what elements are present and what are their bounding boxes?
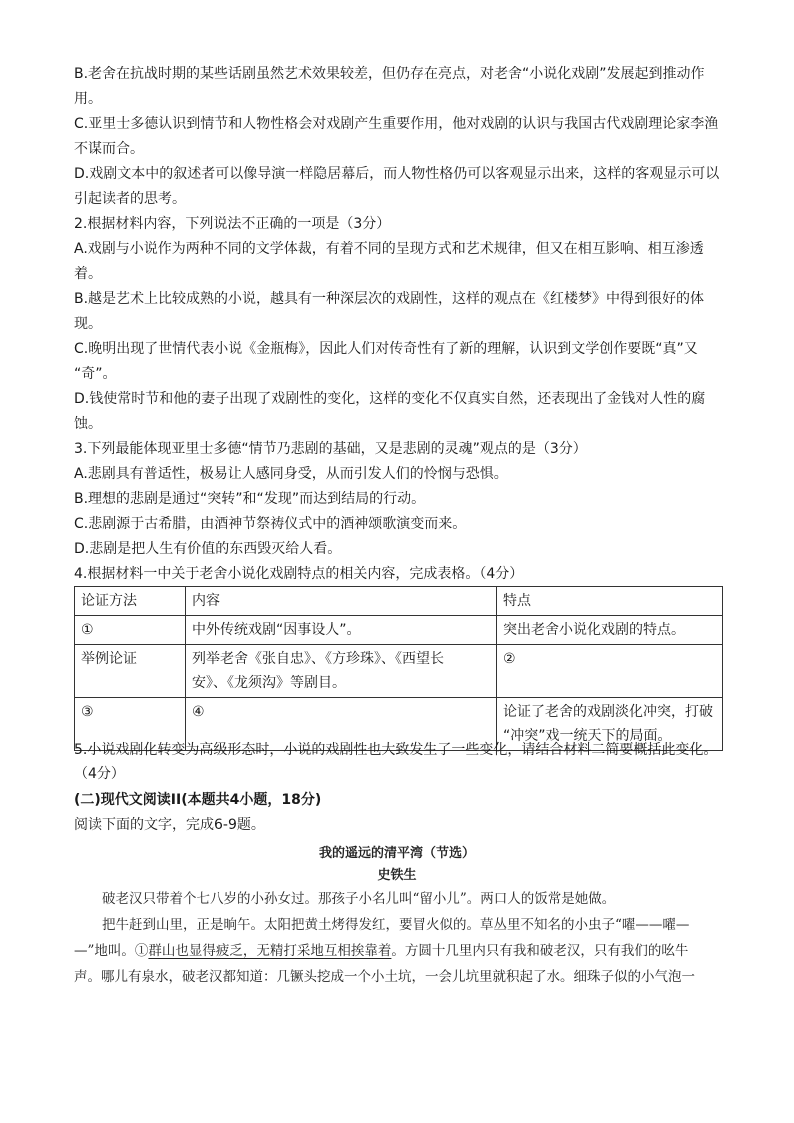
q2-option-c-line-1: C.晚明出现了世情代表小说《金瓶梅》，因此人们对传奇性有了新的理解，认识到文学创作要既“真”又 (74, 341, 698, 357)
section-heading: (二)现代文阅读II(本题共4小题，18分) (74, 792, 322, 808)
table-cell: ④ (186, 698, 497, 751)
q2-option-b-line-2: 现。 (74, 316, 102, 332)
question-2-stem: 2.根据材料内容，下列说法不正确的一项是（3分） (74, 216, 391, 232)
option-b-line-2: 用。 (74, 91, 102, 107)
option-d-line-2: 引起读者的思考。 (74, 191, 186, 207)
table-cell-line: 安》、《龙须沟》等剧目。 (192, 675, 346, 691)
q2-option-b-line-1: B.越是艺术上比较成熟的小说，越具有一种深层次的戏剧性，这样的观点在《红楼梦》中得到很好的体 (74, 291, 705, 307)
q3-option-a: A.悲剧具有普适性，极易让人感同身受，从而引发人们的怜悯与恐惧。 (74, 466, 508, 482)
question-4-stem: 4.根据材料一中关于老舍小说化戏剧特点的相关内容，完成表格。（4分） (74, 566, 524, 582)
reading-instruction: 阅读下面的文字，完成6-9题。 (74, 817, 265, 833)
table-cell-line: “冲突”戏一统天下的局面。 (503, 728, 672, 744)
table-cell: ① (75, 616, 186, 645)
table-cell-line: 论证了老舍的戏剧淡化冲突，打破 (503, 704, 713, 720)
option-c-line-1: C.亚里士多德认识到情节和人物性格会对戏剧产生重要作用，他对戏剧的认识与我国古代戏剧理论家李渔 (74, 116, 719, 132)
table-cell: ③ (75, 698, 186, 751)
table-cell: 中外传统戏剧“因事设人”。 (186, 616, 497, 645)
option-c-line-2: 不谋而合。 (74, 141, 144, 157)
q3-option-d: D.悲剧是把人生有价值的东西毁灭给人看。 (74, 541, 342, 557)
table-header-cell: 内容 (186, 587, 497, 616)
table-cell (186, 645, 497, 698)
story-paragraph-2-line-2 (74, 941, 688, 961)
underlined-sentence-1: 群山也显得疲乏，无精打采地互相挨靠着 (148, 943, 392, 959)
table-header-cell: 论证方法 (75, 587, 186, 616)
table-cell: ② (497, 645, 723, 698)
story-text-span: —”地叫。① (74, 943, 149, 959)
question-5-stem: 5.小说戏剧化转变为高级形态时，小说的戏剧性也大致发生了一些变化，请结合材料二简要概括此变化。 (74, 742, 718, 758)
table-row (75, 616, 723, 645)
table-cell: 举例论证 (75, 645, 186, 698)
table-row (75, 645, 723, 698)
story-author: 史铁生 (377, 868, 417, 883)
table-cell: 突出老舍小说化戏剧的特点。 (497, 616, 723, 645)
story-paragraph-2-line-1: 把牛赶到山里，正是晌午。太阳把黄土烤得发红，要冒火似的。草丛里不知名的小虫子“嚁——嚁— (102, 917, 690, 933)
table-header-cell: 特点 (497, 587, 723, 616)
story-text-span: 。方圆十几里内只有我和破老汉，只有我们的吆牛 (391, 943, 689, 959)
question-5-score: （4分） (74, 766, 125, 782)
table-header-row (75, 587, 723, 616)
question-3-stem: 3.下列最能体现亚里士多德“情节乃悲剧的基础，又是悲剧的灵魂”观点的是（3分） (74, 441, 587, 457)
q3-option-b: B.理想的悲剧是通过“突转”和“发现”而达到结局的行动。 (74, 491, 426, 507)
q2-option-a-line-1: A.戏剧与小说作为两种不同的文学体裁，有着不同的呈现方式和艺术规律，但又在相互影响、相互渗透 (74, 241, 704, 257)
option-d-line-1: D.戏剧文本中的叙述者可以像导演一样隐居幕后，而人物性格仍可以客观显示出来，这样的客观显示可以 (74, 166, 720, 182)
q3-option-c: C.悲剧源于古希腊，由酒神节祭祷仪式中的酒神颂歌演变而来。 (74, 516, 467, 532)
table-cell-line: 列举老舍《张自忠》、《方珍珠》、《西望长 (192, 651, 444, 667)
option-b-line-1: B.老舍在抗战时期的某些话剧虽然艺术效果较差，但仍存在亮点，对老舍“小说化戏剧”发展起到推动作 (74, 66, 705, 82)
q2-option-d-line-1: D.钱使常时节和他的妻子出现了戏剧性的变化，这样的变化不仅真实自然，还表现出了金钱对人性的腐 (74, 391, 706, 407)
q2-option-c-line-2: “奇”。 (74, 366, 117, 382)
story-paragraph-1: 破老汉只带着个七八岁的小孙女过。那孩子小名儿叫“留小儿”。两口人的饭常是她做。 (102, 891, 616, 907)
q2-option-a-line-2: 着。 (74, 266, 102, 282)
argument-table (74, 586, 723, 751)
story-paragraph-2-line-3: 声。哪儿有泉水，破老汉都知道：几镢头挖成一个小土坑，一会儿坑里就积起了水。细珠子似的小气泡一 (74, 969, 695, 985)
q2-option-d-line-2: 蚀。 (74, 416, 102, 432)
story-title: 我的遥远的清平湾（节选） (318, 846, 475, 861)
